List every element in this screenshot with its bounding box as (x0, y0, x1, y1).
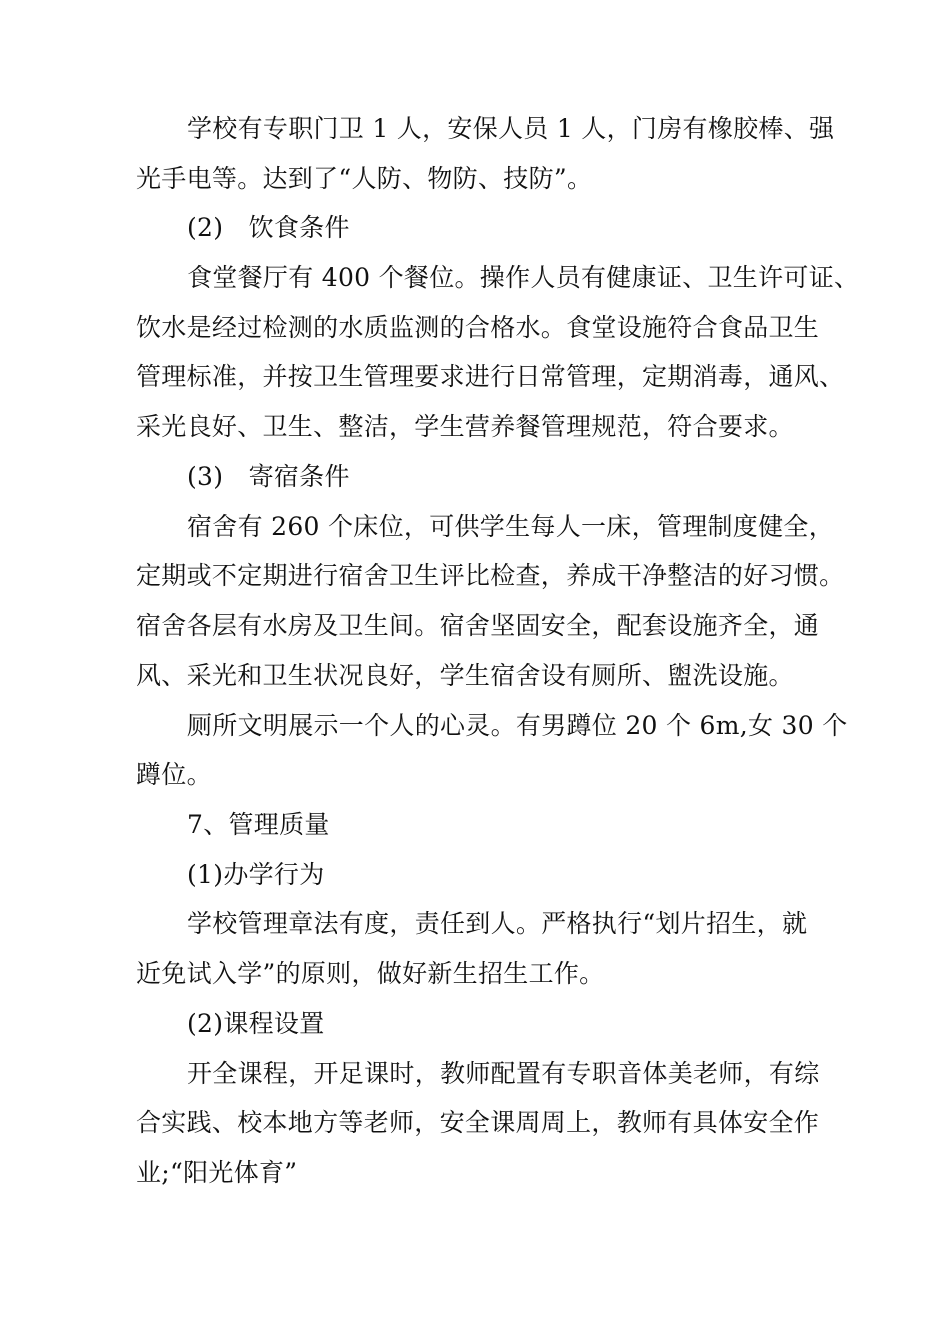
paragraph-conduct-line-1: 学校管理章法有度，责任到人。严格执行“划片招生，就 (187, 909, 808, 938)
paragraph-boarding-line-1: 宿舍有 260 个床位，可供学生每人一床，管理制度健全， (187, 512, 835, 541)
paragraph-dining-line-2: 饮水是经过检测的水质监测的合格水。食堂设施符合食品卫生 (136, 313, 820, 342)
paragraph-boarding-line-3: 宿舍各层有水房及卫生间。宿舍坚固安全，配套设施齐全，通 (136, 611, 820, 640)
paragraph-curriculum-line-2: 合实践、校本地方等老师，安全课周周上，教师有具体安全作 (136, 1108, 820, 1137)
heading-curriculum: (2)课程设置 (187, 1009, 325, 1038)
heading-dining-conditions: (2) 饮食条件 (187, 213, 350, 242)
paragraph-toilet-line-2: 蹲位。 (136, 760, 212, 789)
paragraph-toilet-line-1: 厕所文明展示一个人的心灵。有男蹲位 20 个 6m,女 30 个 (187, 711, 848, 740)
heading-management-quality: 7、管理质量 (187, 810, 330, 839)
paragraph-dining-line-4: 采光良好、卫生、整洁，学生营养餐管理规范，符合要求。 (136, 412, 794, 441)
paragraph-boarding-line-4: 风、采光和卫生状况良好，学生宿舍设有厕所、盥洗设施。 (136, 661, 794, 690)
paragraph-curriculum-line-3: 业;“阳光体育” (136, 1158, 298, 1187)
paragraph-dining-line-1: 食堂餐厅有 400 个餐位。操作人员有健康证、卫生许可证、 (187, 263, 860, 292)
heading-boarding-conditions: (3) 寄宿条件 (187, 462, 350, 491)
paragraph-security-line-2: 光手电等。达到了“人防、物防、技防”。 (136, 164, 593, 193)
heading-school-conduct: (1)办学行为 (187, 860, 325, 889)
paragraph-curriculum-line-1: 开全课程，开足课时，教师配置有专职音体美老师，有综 (187, 1059, 820, 1088)
paragraph-security-line-1: 学校有专职门卫 1 人，安保人员 1 人，门房有橡胶棒、强 (187, 114, 835, 143)
paragraph-boarding-line-2: 定期或不定期进行宿舍卫生评比检查，养成干净整洁的好习惯。 (136, 561, 845, 590)
paragraph-conduct-line-2: 近免试入学”的原则，做好新生招生工作。 (136, 959, 605, 988)
paragraph-dining-line-3: 管理标准，并按卫生管理要求进行日常管理，定期消毒，通风、 (136, 362, 845, 391)
